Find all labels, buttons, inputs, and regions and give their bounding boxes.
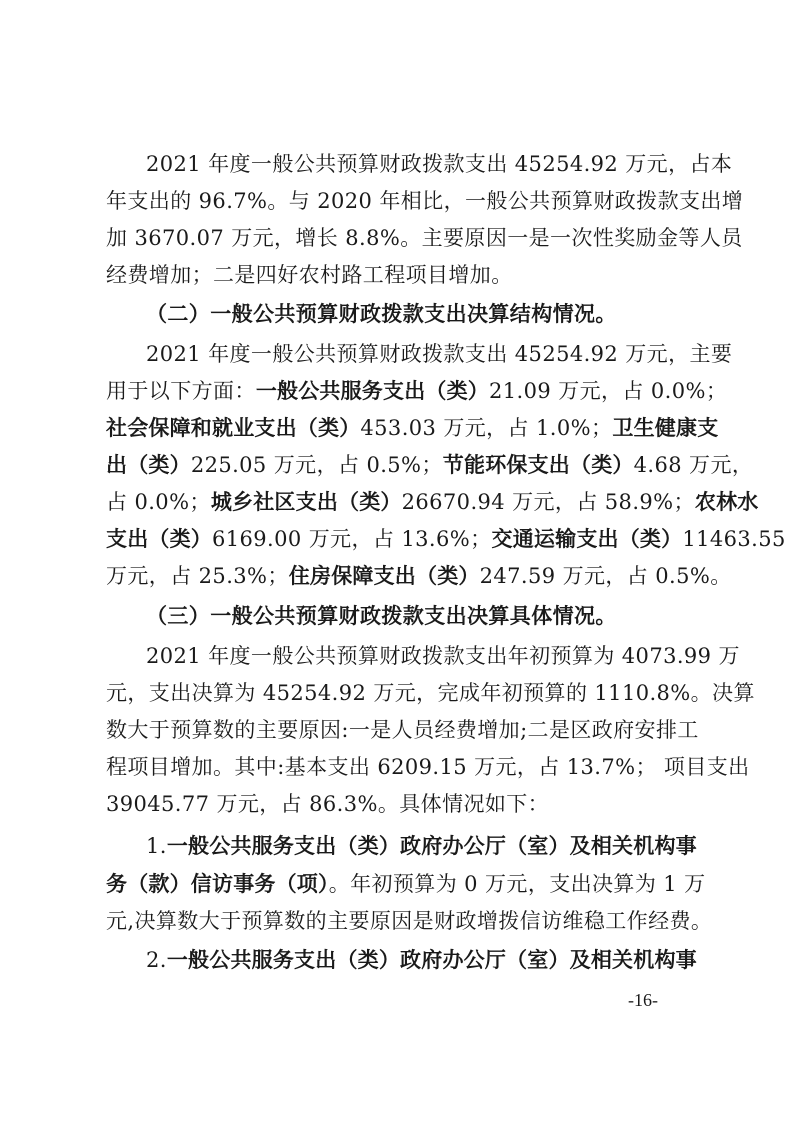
category-label: 节能环保支出（类） (442, 453, 634, 477)
paragraph-line (106, 558, 732, 594)
text-span: 225.05 万元，占 0.5%； (190, 453, 443, 477)
list-item-line (106, 866, 706, 902)
paragraph-line (106, 410, 719, 446)
paragraph-line: 元，支出决算为 45254.92 万元，完成年初预算的 1110.8%。决算 (106, 681, 755, 705)
list-item-line (146, 942, 736, 978)
text-span: 247.59 万元，占 0.5%。 (479, 564, 732, 588)
list-item-line: 元,决算数大于预算数的主要原因是财政增拨信访维稳工作经费。 (106, 909, 713, 933)
paragraph-line: 2021 年度一般公共预算财政拨款支出 45254.92 万元，主要 (146, 342, 733, 366)
item-number: 1. (146, 834, 167, 858)
category-label: 农林水 (694, 490, 759, 514)
paragraph-line (106, 373, 728, 409)
item-title: 一般公共服务支出（类）政府办公厅（室）及相关机构事 (166, 948, 697, 972)
category-label: 城乡社区支出（类） (210, 490, 402, 514)
category-label: 卫生健康支 (612, 416, 719, 440)
section-heading: （三）一般公共预算财政拨款支出决算具体情况。 (146, 604, 617, 628)
item-number: 2. (146, 948, 167, 972)
item-title: 务（款）信访事务（项） (106, 872, 329, 896)
section-heading: （二）一般公共预算财政拨款支出决算结构情况。 (146, 302, 617, 326)
text-span: 占 0.0%； (106, 490, 211, 514)
paragraph-line: 经费增加；二是四好农村路工程项目增加。 (106, 263, 513, 287)
paragraph-line (106, 521, 786, 557)
text-span: 4.68 万元， (633, 453, 754, 477)
text-span: 21.09 万元，占 0.0%； (489, 379, 728, 403)
text-span: 6169.00 万元，占 13.6%； (212, 527, 492, 551)
paragraph-line (106, 447, 754, 483)
category-label: 交通运输支出（类） (491, 527, 683, 551)
text-span: 。年初预算为 0 万元，支出决算为 1 万 (328, 872, 706, 896)
paragraph-line: 年支出的 96.7%。与 2020 年相比，一般公共预算财政拨款支出增 (106, 189, 744, 213)
list-item-line (146, 828, 736, 864)
category-label: 支出（类） (106, 527, 212, 551)
paragraph-line: 2021 年度一般公共预算财政拨款支出年初预算为 4073.99 万 (146, 644, 740, 668)
text-span: 11463.55 (682, 527, 786, 551)
paragraph-line: 加 3670.07 万元，增长 8.8%。主要原因一是一次性奖励金等人员 (106, 226, 743, 250)
paragraph-line (106, 484, 759, 520)
paragraph-line: 39045.77 万元，占 86.3%。具体情况如下： (106, 792, 550, 816)
category-label: 住房保障支出（类） (288, 564, 480, 588)
page-number: -16- (628, 990, 658, 1010)
text-span: 用于以下方面： (106, 379, 256, 403)
paragraph-line: 2021 年度一般公共预算财政拨款支出 45254.92 万元，占本 (146, 152, 733, 176)
category-label: 一般公共服务支出（类） (255, 379, 490, 403)
category-label: 社会保障和就业支出（类） (106, 416, 361, 440)
paragraph-line: 程项目增加。其中:基本支出 6209.15 万元，占 13.7%； 项目支出 (106, 755, 750, 779)
category-label: 出（类） (106, 453, 191, 477)
paragraph-line: 数大于预算数的主要原因:一是人员经费增加;二是区政府安排工 (106, 718, 699, 742)
item-title: 一般公共服务支出（类）政府办公厅（室）及相关机构事 (166, 834, 697, 858)
text-span: 453.03 万元，占 1.0%； (360, 416, 613, 440)
text-span: 万元，占 25.3%； (106, 564, 289, 588)
text-span: 26670.94 万元，占 58.9%； (401, 490, 695, 514)
